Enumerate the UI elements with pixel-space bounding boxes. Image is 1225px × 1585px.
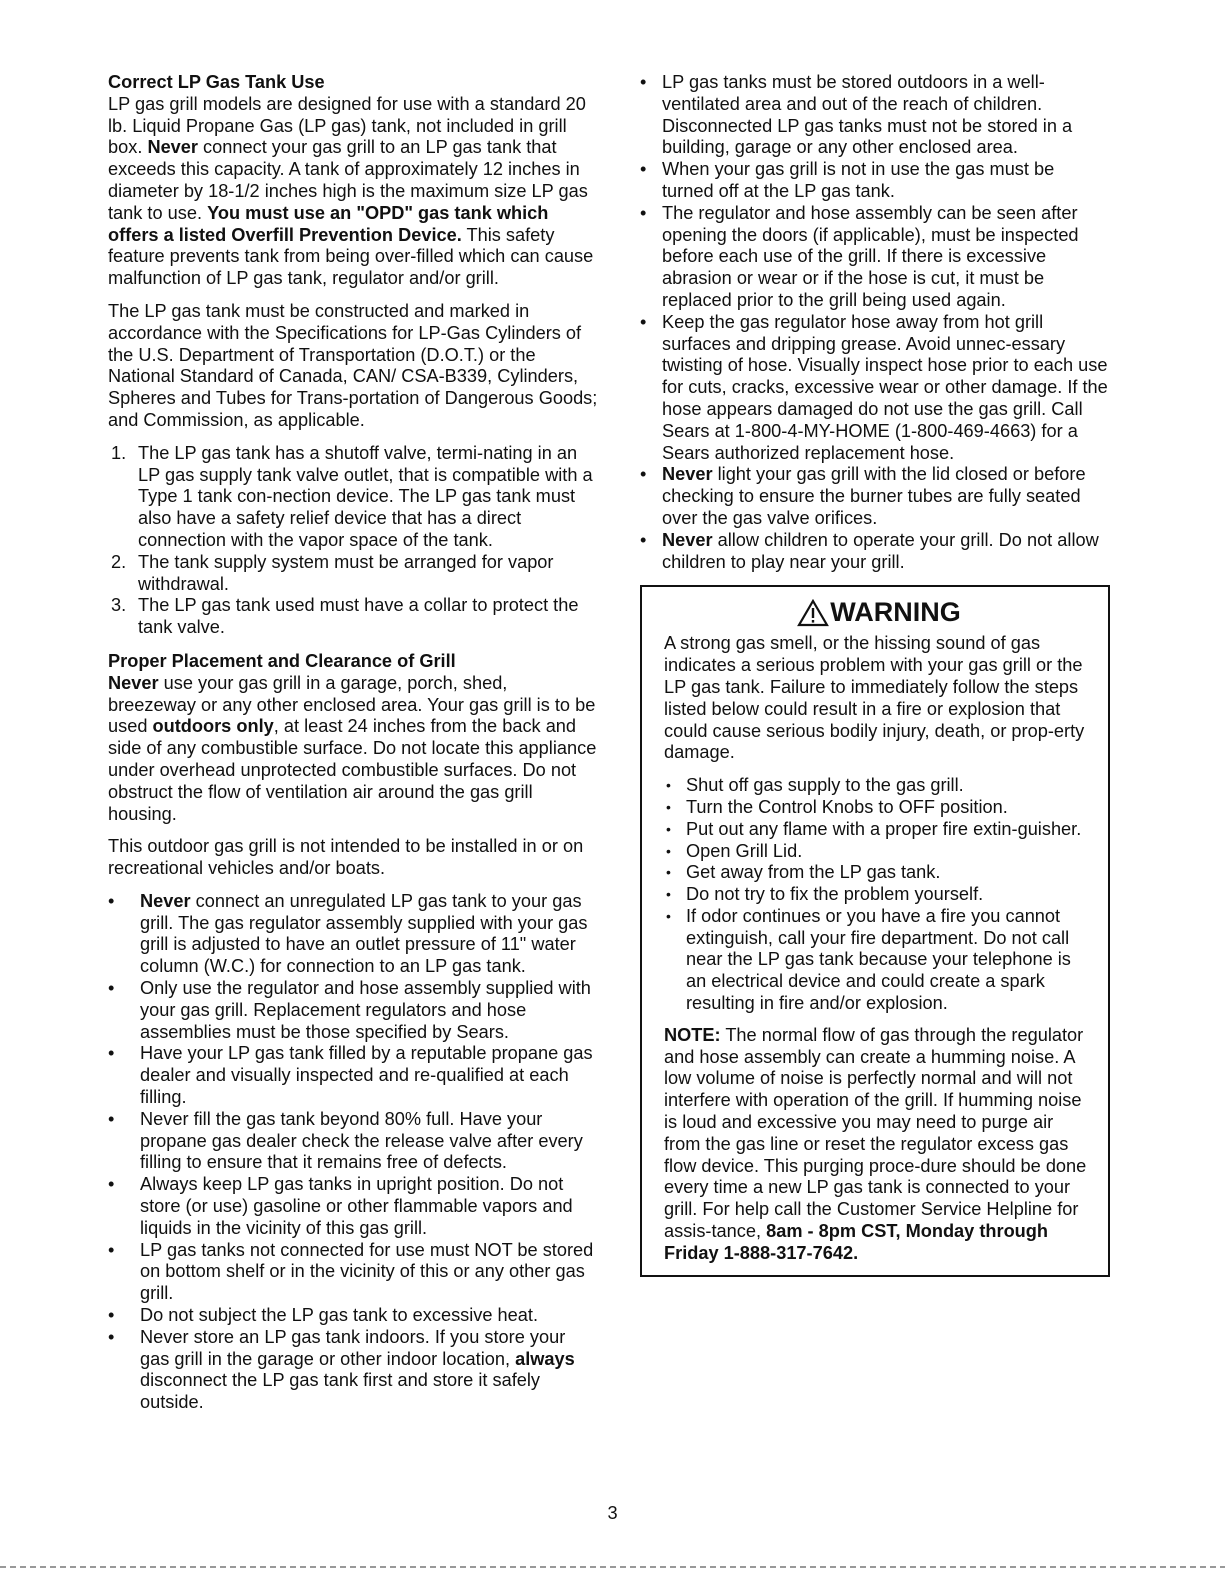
note-text: The normal flow of gas through the regulator and hose assembly can create a humming noise. A low volume of noise is perfectly normal and will not interfere with operation of the grill. If humming noise is loud and excessive you may need to purge air from the gas line or reset the regulator excess gas flow device. This purging proce-dure should be done every time a new LP gas tank is connected to your grill. For help call the Customer Service Helpline for assis-tance, xyxy=(664,1024,1087,1242)
numbered-list xyxy=(108,443,598,639)
list-item: • Turn the Control Knobs to OFF position. xyxy=(664,797,1094,819)
warning-title xyxy=(664,597,1094,627)
emphasis-never: Never xyxy=(147,137,198,158)
emphasis-never: Never xyxy=(108,672,159,693)
list-item: • The regulator and hose assembly can be seen after opening the doors (if applicable), must be inspected before each use of the grill. If there is excessive abrasion or wear or if the hose is cut, it must be replaced prior to the grill being used again. xyxy=(640,203,1110,312)
emphasis-never: Never xyxy=(140,890,191,911)
helpline-hours: 8am - 8pm CST, Monday through Friday 1-888-317-7642. xyxy=(664,1221,1049,1263)
list-item: • Put out any flame with a proper fire extin-guisher. xyxy=(664,819,1094,841)
paragraph-specifications: The LP gas tank must be constructed and marked in accordance with the Specifications for LP-Gas Cylinders of the U.S. Department of Transportation (D.O.T.) or the National Standard of Canada, CAN/ CSA-B339, Cylinders, Spheres and Tubes for Trans-portation of Dangerous Goods; and Commission, as applicable. xyxy=(108,300,598,430)
list-item: • Get away from the LP gas tank. xyxy=(664,862,1094,884)
warning-intro: A strong gas smell, or the hissing sound of gas indicates a serious problem with your gas grill or the LP gas tank. Failure to immediately follow the steps listed below could result in a fire or explosion that could cause serious bodily injury, death, or prop-erty damage. xyxy=(664,633,1085,763)
warning-note xyxy=(664,1025,1094,1265)
section-heading-tank-use: Correct LP Gas Tank Use xyxy=(108,72,325,92)
list-text: allow children to operate your grill. Do not allow children to play near your grill. xyxy=(662,529,1099,572)
text-span: use your gas grill in a garage, porch, shed, breezeway or any other enclosed area. Your gas grill is to be used xyxy=(108,672,596,737)
list-item xyxy=(108,1327,598,1414)
list-item xyxy=(108,595,598,639)
list-text: connect an unregulated LP gas tank to your gas grill. The gas regulator assembly supplied with your gas grill is adjusted to have an outlet pressure of 11" water column (W.C.) for connection to an LP gas tank. xyxy=(140,890,588,977)
list-item: • LP gas tanks not connected for use must NOT be stored on bottom shelf or in the vicinity of this or any other gas grill. xyxy=(108,1240,598,1305)
warning-steps xyxy=(664,775,1094,1015)
list-text: The LP gas tank used must have a collar to protect the tank valve. xyxy=(138,595,579,638)
list-item: • When your gas grill is not in use the gas must be turned off at the LP gas tank. xyxy=(640,159,1110,203)
list-item: • Do not try to fix the problem yourself. xyxy=(664,884,1094,906)
emphasis-always: always xyxy=(515,1348,575,1369)
text-span: This safety feature prevents tank from being over-filled which can cause malfunction of LP gas tank, regulator and/or grill. xyxy=(108,224,594,289)
left-column xyxy=(108,72,598,1414)
list-item xyxy=(640,530,1110,574)
paragraph-tank-use xyxy=(108,94,598,290)
list-number: 2. xyxy=(111,551,127,572)
list-text: light your gas grill with the lid closed or before checking to ensure the burner tubes are fully seated over the gas valve orifices. xyxy=(662,464,1086,528)
right-column xyxy=(640,72,1110,1277)
list-number: 1. xyxy=(111,442,127,463)
note-label: NOTE: xyxy=(664,1024,721,1045)
list-item: • Have your LP gas tank filled by a reputable propane gas dealer and visually inspected and re-qualified at each filling. xyxy=(108,1043,598,1108)
text-span: connect your gas grill to an LP gas tank that exceeds this capacity. A tank of approximately 12 inches in diameter by 18-1/2 inches high is the maximum size LP gas tank to use. xyxy=(108,137,588,223)
list-item xyxy=(108,443,598,552)
list-item xyxy=(108,552,598,596)
text-span: LP gas grill models are designed for use with a standard 20 lb. Liquid Propane Gas (LP gas) tank, not included in grill box. xyxy=(108,93,586,158)
text-span: , at least 24 inches from the back and side of any combustible surface. Do not locate this appliance under overhead unprotected combustible surfaces. Do not obstruct the flow of ventilation air around the gas grill housing. xyxy=(108,716,597,824)
list-item: • Shut off gas supply to the gas grill. xyxy=(664,775,1094,797)
list-item: • Do not subject the LP gas tank to excessive heat. xyxy=(108,1305,598,1327)
list-number: 3. xyxy=(111,595,127,616)
list-text: disconnect the LP gas tank first and store it safely outside. xyxy=(140,1370,541,1413)
list-item: • LP gas tanks must be stored outdoors in a well-ventilated area and out of the reach of children. Disconnected LP gas tanks must not be stored in a building, garage or any other enclosed area. xyxy=(640,72,1110,159)
emphasis-never: Never xyxy=(662,529,713,550)
scan-edge-line xyxy=(0,1566,1225,1568)
section-heading-placement: Proper Placement and Clearance of Grill xyxy=(108,650,456,671)
list-text: Never store an LP gas tank indoors. If you store your gas grill in the garage or other indoor location, xyxy=(140,1326,566,1369)
page-number: 3 xyxy=(607,1503,618,1523)
warning-title-text: WARNING xyxy=(830,597,961,628)
warning-triangle-icon xyxy=(797,599,829,627)
list-item: • Keep the gas regulator hose away from hot grill surfaces and dripping grease. Avoid unnec-essary twisting of hose. Visually inspect hose prior to each use for cuts, cracks, excessive wear or other damage. If the hose appears damaged do not use the gas grill. Call Sears at 1-800-4-MY-HOME (1-800-469-4663) for a Sears authorized replacement hose. xyxy=(640,312,1110,465)
emphasis-opd: You must use an "OPD" gas tank which offers a listed Overfill Prevention Device. xyxy=(108,202,549,245)
list-item xyxy=(108,891,598,978)
list-item: • Open Grill Lid. xyxy=(664,841,1094,863)
list-item: • If odor continues or you have a fire you cannot extinguish, call your fire department. Do not call near the LP gas tank because your telephone is an electrical device and could create a spark resulting in fire and/or explosion. xyxy=(664,906,1094,1015)
list-item: • Always keep LP gas tanks in upright position. Do not store (or use) gasoline or other flammable vapors and liquids in the vicinity of this gas grill. xyxy=(108,1174,598,1239)
paragraph-recreational: This outdoor gas grill is not intended to be installed in or on recreational vehicles and/or boats. xyxy=(108,836,584,879)
list-text: The tank supply system must be arranged for vapor withdrawal. xyxy=(138,551,554,594)
bullet-list-right xyxy=(640,72,1110,573)
warning-box xyxy=(640,585,1110,1276)
emphasis-outdoors: outdoors only xyxy=(152,716,274,737)
paragraph-placement xyxy=(108,673,598,826)
list-text: The LP gas tank has a shutoff valve, termi-nating in an LP gas supply tank valve outlet, that is compatible with a Type 1 tank con-nection device. The LP gas tank must also have a safety relief device that has a direct connection with the vapor space of the tank. xyxy=(138,442,593,550)
emphasis-never: Never xyxy=(662,464,713,485)
list-item: • Only use the regulator and hose assembly supplied with your gas grill. Replacement regulators and hose assemblies must be those specified by Sears. xyxy=(108,978,598,1043)
list-item xyxy=(640,464,1110,529)
list-item: • Never fill the gas tank beyond 80% full. Have your propane gas dealer check the release valve after every filling to ensure that it remains free of defects. xyxy=(108,1109,598,1174)
bullet-list-left xyxy=(108,891,598,1414)
